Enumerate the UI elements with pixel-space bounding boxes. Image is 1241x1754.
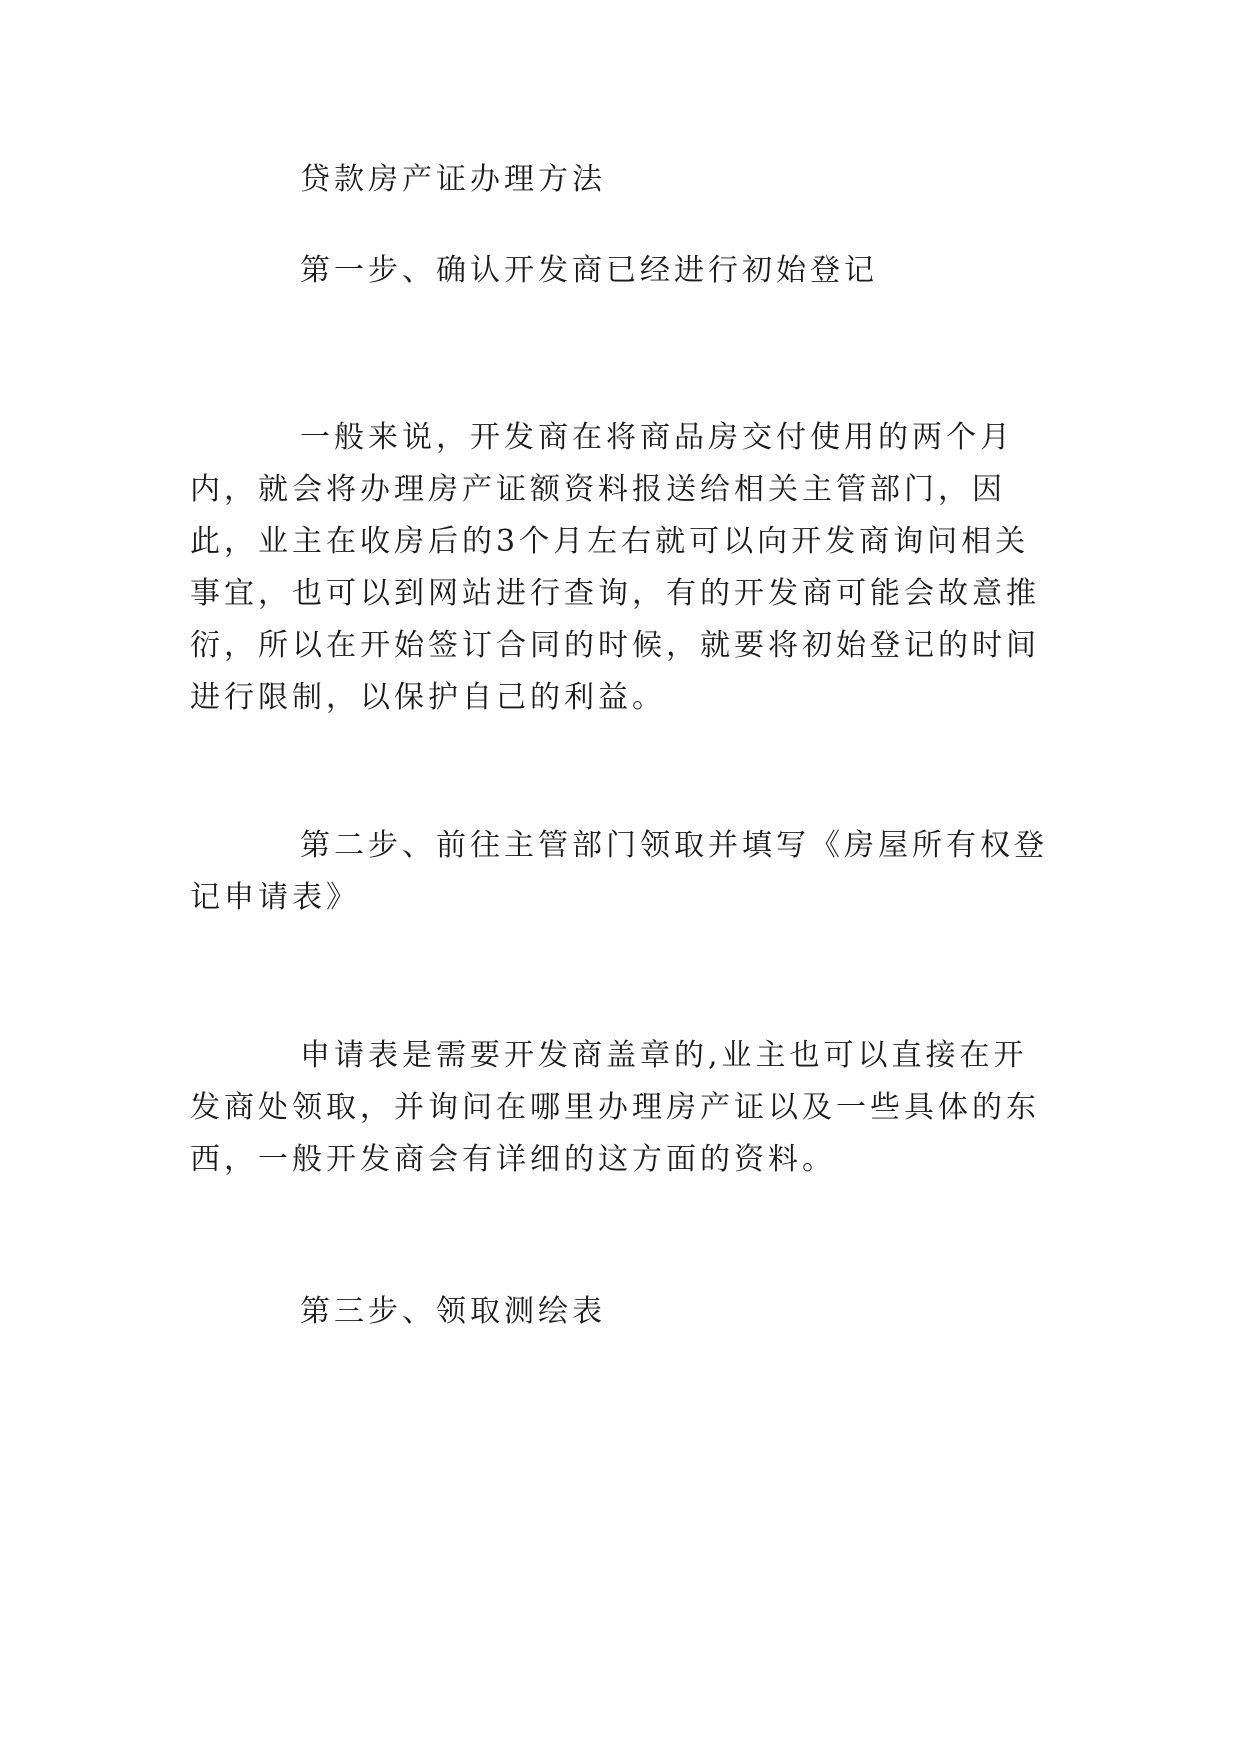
step-2-heading: 第二步、前往主管部门领取并填写《房屋所有权登记申请表》 bbox=[190, 828, 1048, 915]
step-2-paragraph: 申请表是需要开发商盖章的,业主也可以直接在开发商处领取，并询问在哪里办理房产证以及一些具体的东西，一般开发商会有详细的这方面的资料。 bbox=[190, 1038, 1040, 1177]
step-1-paragraph: 一般来说，开发商在将商品房交付使用的两个月内，就会将办理房产证额资料报送给相关主管部门，因此，业主在收房后的3个月左右就可以向开发商询问相关事宜，也可以到网站进行查询，有的开发商可能会故意推衍，所以在开始签订合同的时候，就要将初始登记的时间进行限制，以保护自己的利益。 bbox=[190, 420, 1040, 715]
step-3-heading: 第三步、领取测绘表 bbox=[300, 1294, 606, 1329]
document-title: 贷款房产证办理方法 bbox=[300, 162, 606, 197]
step-1-heading: 第一步、确认开发商已经进行初始登记 bbox=[300, 253, 878, 288]
